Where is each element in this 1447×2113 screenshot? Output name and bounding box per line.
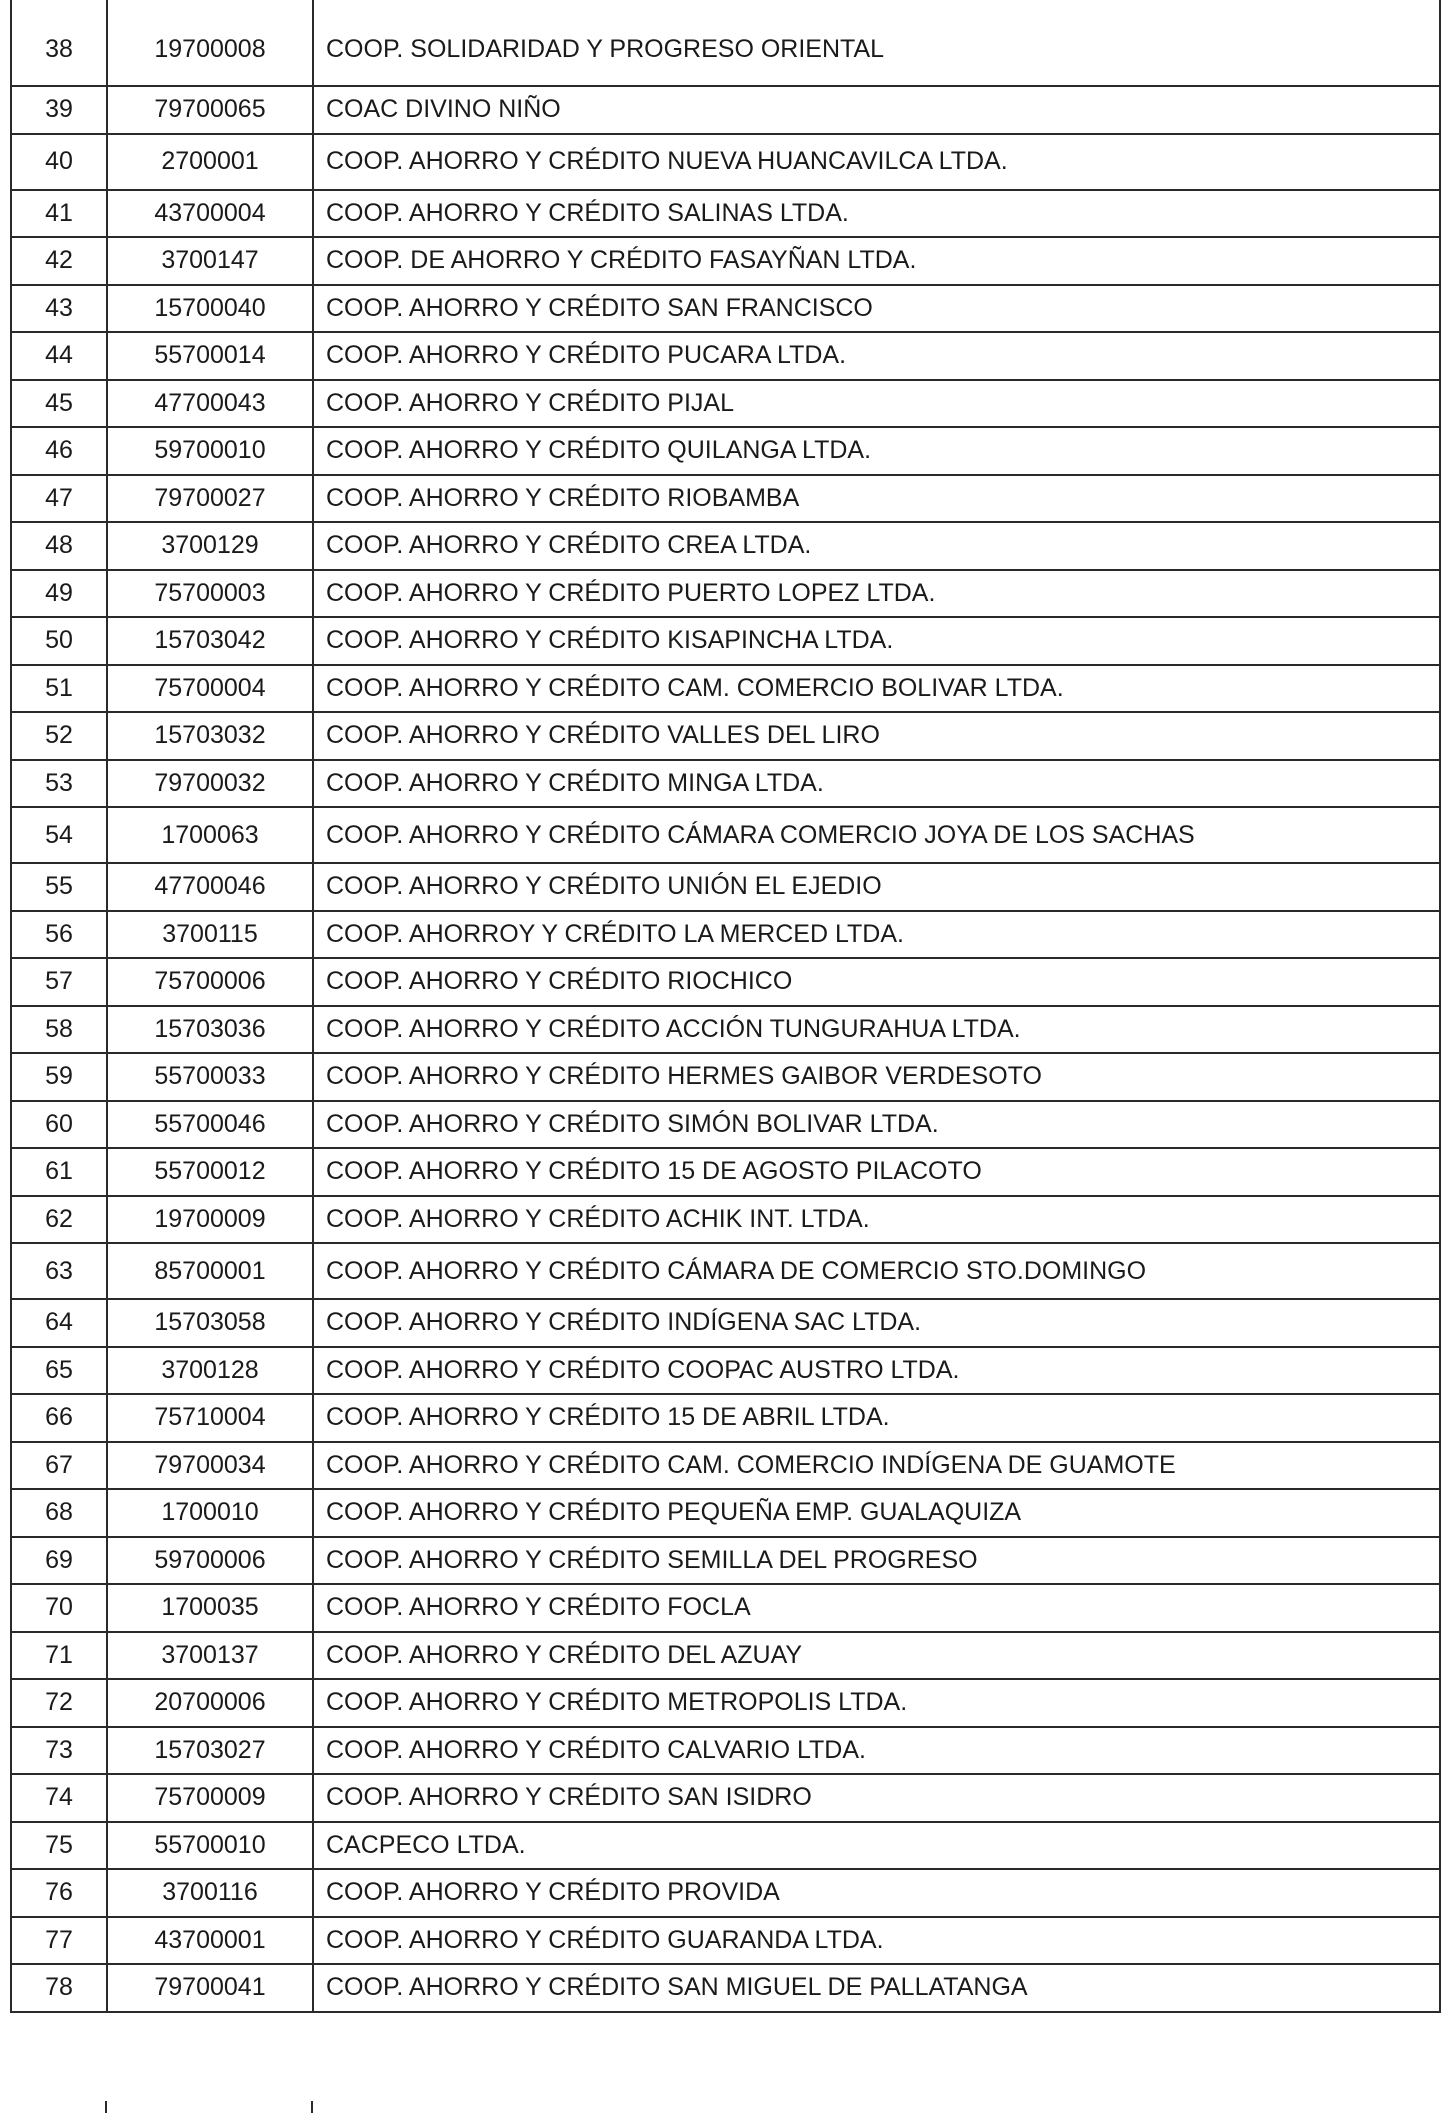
column-divider-stub bbox=[311, 2101, 313, 2113]
table-row bbox=[11, 1679, 1440, 1727]
table-row bbox=[11, 1006, 1440, 1054]
table-row bbox=[11, 1917, 1440, 1965]
row-number: 47 bbox=[11, 475, 107, 523]
row-number: 43 bbox=[11, 285, 107, 333]
row-number: 68 bbox=[11, 1489, 107, 1537]
row-code: 43700001 bbox=[107, 1917, 313, 1965]
table-row bbox=[11, 712, 1440, 760]
row-number: 75 bbox=[11, 1822, 107, 1870]
table-row bbox=[11, 1869, 1440, 1917]
row-code: 55700046 bbox=[107, 1101, 313, 1149]
table-body bbox=[11, 0, 1440, 2012]
row-code: 1700063 bbox=[107, 807, 313, 863]
table-row bbox=[11, 1727, 1440, 1775]
row-name: COOP. AHORRO Y CRÉDITO SIMÓN BOLIVAR LTDA. bbox=[313, 1101, 1440, 1149]
row-name: COOP. AHORRO Y CRÉDITO DEL AZUAY bbox=[313, 1632, 1440, 1680]
row-number: 48 bbox=[11, 522, 107, 570]
row-code: 75700004 bbox=[107, 665, 313, 713]
row-name: COOP. AHORRO Y CRÉDITO PROVIDA bbox=[313, 1869, 1440, 1917]
row-number: 52 bbox=[11, 712, 107, 760]
row-number: 39 bbox=[11, 86, 107, 134]
row-code: 79700065 bbox=[107, 86, 313, 134]
row-name: COOP. AHORRO Y CRÉDITO ACCIÓN TUNGURAHUA LTDA. bbox=[313, 1006, 1440, 1054]
table-row bbox=[11, 1347, 1440, 1395]
table-row bbox=[11, 380, 1440, 428]
table-row bbox=[11, 1774, 1440, 1822]
table-row bbox=[11, 1101, 1440, 1149]
table-row bbox=[11, 1822, 1440, 1870]
row-code: 19700009 bbox=[107, 1196, 313, 1244]
row-code: 15700040 bbox=[107, 285, 313, 333]
row-name: COOP. AHORRO Y CRÉDITO QUILANGA LTDA. bbox=[313, 427, 1440, 475]
row-number: 46 bbox=[11, 427, 107, 475]
row-number: 67 bbox=[11, 1442, 107, 1490]
row-number: 50 bbox=[11, 617, 107, 665]
table-row bbox=[11, 522, 1440, 570]
row-name: COOP. AHORRO Y CRÉDITO SAN ISIDRO bbox=[313, 1774, 1440, 1822]
row-number: 41 bbox=[11, 190, 107, 238]
row-name: COOP. AHORRO Y CRÉDITO SEMILLA DEL PROGRESO bbox=[313, 1537, 1440, 1585]
table-row bbox=[11, 190, 1440, 238]
row-name: COOP. AHORRO Y CRÉDITO VALLES DEL LIRO bbox=[313, 712, 1440, 760]
row-number: 56 bbox=[11, 911, 107, 959]
table-row bbox=[11, 807, 1440, 863]
row-name: CACPECO LTDA. bbox=[313, 1822, 1440, 1870]
row-number: 64 bbox=[11, 1299, 107, 1347]
row-name: COOP. SOLIDARIDAD Y PROGRESO ORIENTAL bbox=[313, 0, 1440, 86]
table-row bbox=[11, 134, 1440, 190]
row-number: 72 bbox=[11, 1679, 107, 1727]
table-row bbox=[11, 1196, 1440, 1244]
row-code: 3700137 bbox=[107, 1632, 313, 1680]
row-code: 75700009 bbox=[107, 1774, 313, 1822]
row-number: 62 bbox=[11, 1196, 107, 1244]
row-number: 63 bbox=[11, 1243, 107, 1299]
table-row bbox=[11, 1243, 1440, 1299]
table-row bbox=[11, 958, 1440, 1006]
row-name: COAC DIVINO NIÑO bbox=[313, 86, 1440, 134]
table-row bbox=[11, 332, 1440, 380]
row-name: COOP. AHORRO Y CRÉDITO CREA LTDA. bbox=[313, 522, 1440, 570]
table-row bbox=[11, 1394, 1440, 1442]
table-row bbox=[11, 911, 1440, 959]
row-code: 43700004 bbox=[107, 190, 313, 238]
row-name: COOP. AHORRO Y CRÉDITO ACHIK INT. LTDA. bbox=[313, 1196, 1440, 1244]
row-code: 47700043 bbox=[107, 380, 313, 428]
row-name: COOP. AHORRO Y CRÉDITO SALINAS LTDA. bbox=[313, 190, 1440, 238]
row-code: 79700027 bbox=[107, 475, 313, 523]
row-name: COOP. DE AHORRO Y CRÉDITO FASAYÑAN LTDA. bbox=[313, 237, 1440, 285]
row-number: 65 bbox=[11, 1347, 107, 1395]
row-code: 20700006 bbox=[107, 1679, 313, 1727]
table-row bbox=[11, 1148, 1440, 1196]
column-divider-stub bbox=[105, 2101, 107, 2113]
row-code: 15703036 bbox=[107, 1006, 313, 1054]
row-code: 3700147 bbox=[107, 237, 313, 285]
table-row bbox=[11, 617, 1440, 665]
table-row bbox=[11, 427, 1440, 475]
table-row bbox=[11, 285, 1440, 333]
row-name: COOP. AHORRO Y CRÉDITO RIOBAMBA bbox=[313, 475, 1440, 523]
row-code: 3700115 bbox=[107, 911, 313, 959]
table-row bbox=[11, 1299, 1440, 1347]
row-name: COOP. AHORRO Y CRÉDITO SAN MIGUEL DE PALLATANGA bbox=[313, 1964, 1440, 2012]
row-name: COOP. AHORRO Y CRÉDITO SAN FRANCISCO bbox=[313, 285, 1440, 333]
row-name: COOP. AHORRO Y CRÉDITO NUEVA HUANCAVILCA LTDA. bbox=[313, 134, 1440, 190]
row-number: 78 bbox=[11, 1964, 107, 2012]
row-code: 55700010 bbox=[107, 1822, 313, 1870]
row-code: 15703027 bbox=[107, 1727, 313, 1775]
table-row bbox=[11, 86, 1440, 134]
row-code: 19700008 bbox=[107, 0, 313, 86]
row-name: COOP. AHORRO Y CRÉDITO CALVARIO LTDA. bbox=[313, 1727, 1440, 1775]
row-number: 74 bbox=[11, 1774, 107, 1822]
row-code: 1700035 bbox=[107, 1584, 313, 1632]
table-row bbox=[11, 1442, 1440, 1490]
row-name: COOP. AHORRO Y CRÉDITO KISAPINCHA LTDA. bbox=[313, 617, 1440, 665]
row-number: 54 bbox=[11, 807, 107, 863]
table-row bbox=[11, 863, 1440, 911]
row-number: 76 bbox=[11, 1869, 107, 1917]
row-number: 60 bbox=[11, 1101, 107, 1149]
row-name: COOP. AHORRO Y CRÉDITO 15 DE ABRIL LTDA. bbox=[313, 1394, 1440, 1442]
row-code: 75710004 bbox=[107, 1394, 313, 1442]
row-number: 40 bbox=[11, 134, 107, 190]
row-number: 38 bbox=[11, 0, 107, 86]
row-number: 55 bbox=[11, 863, 107, 911]
table-row bbox=[11, 0, 1440, 86]
row-name: COOP. AHORRO Y CRÉDITO PEQUEÑA EMP. GUALAQUIZA bbox=[313, 1489, 1440, 1537]
row-code: 15703058 bbox=[107, 1299, 313, 1347]
table-row bbox=[11, 237, 1440, 285]
row-code: 55700014 bbox=[107, 332, 313, 380]
row-name: COOP. AHORRO Y CRÉDITO CAM. COMERCIO INDÍGENA DE GUAMOTE bbox=[313, 1442, 1440, 1490]
row-number: 71 bbox=[11, 1632, 107, 1680]
table-row bbox=[11, 475, 1440, 523]
row-code: 3700116 bbox=[107, 1869, 313, 1917]
row-code: 3700128 bbox=[107, 1347, 313, 1395]
table-row bbox=[11, 1964, 1440, 2012]
row-code: 55700033 bbox=[107, 1053, 313, 1101]
row-number: 70 bbox=[11, 1584, 107, 1632]
row-code: 47700046 bbox=[107, 863, 313, 911]
row-name: COOP. AHORRO Y CRÉDITO CÁMARA COMERCIO JOYA DE LOS SACHAS bbox=[313, 807, 1440, 863]
row-name: COOP. AHORRO Y CRÉDITO INDÍGENA SAC LTDA. bbox=[313, 1299, 1440, 1347]
table-row bbox=[11, 1632, 1440, 1680]
row-number: 73 bbox=[11, 1727, 107, 1775]
row-number: 69 bbox=[11, 1537, 107, 1585]
row-number: 49 bbox=[11, 570, 107, 618]
row-code: 79700041 bbox=[107, 1964, 313, 2012]
row-number: 53 bbox=[11, 760, 107, 808]
table-row bbox=[11, 570, 1440, 618]
row-code: 55700012 bbox=[107, 1148, 313, 1196]
row-code: 1700010 bbox=[107, 1489, 313, 1537]
row-code: 75700003 bbox=[107, 570, 313, 618]
row-code: 3700129 bbox=[107, 522, 313, 570]
table-row bbox=[11, 1053, 1440, 1101]
table-row bbox=[11, 1584, 1440, 1632]
row-name: COOP. AHORRO Y CRÉDITO CAM. COMERCIO BOLIVAR LTDA. bbox=[313, 665, 1440, 713]
row-code: 75700006 bbox=[107, 958, 313, 1006]
row-number: 59 bbox=[11, 1053, 107, 1101]
row-number: 77 bbox=[11, 1917, 107, 1965]
row-name: COOP. AHORRO Y CRÉDITO PUCARA LTDA. bbox=[313, 332, 1440, 380]
row-number: 44 bbox=[11, 332, 107, 380]
row-name: COOP. AHORRO Y CRÉDITO METROPOLIS LTDA. bbox=[313, 1679, 1440, 1727]
row-name: COOP. AHORRO Y CRÉDITO PIJAL bbox=[313, 380, 1440, 428]
row-number: 57 bbox=[11, 958, 107, 1006]
row-name: COOP. AHORRO Y CRÉDITO FOCLA bbox=[313, 1584, 1440, 1632]
table-row bbox=[11, 1537, 1440, 1585]
cooperatives-table bbox=[10, 0, 1441, 2013]
row-code: 15703032 bbox=[107, 712, 313, 760]
table-row bbox=[11, 760, 1440, 808]
row-name: COOP. AHORRO Y CRÉDITO COOPAC AUSTRO LTDA. bbox=[313, 1347, 1440, 1395]
row-name: COOP. AHORRO Y CRÉDITO 15 DE AGOSTO PILACOTO bbox=[313, 1148, 1440, 1196]
row-code: 2700001 bbox=[107, 134, 313, 190]
row-name: COOP. AHORROY Y CRÉDITO LA MERCED LTDA. bbox=[313, 911, 1440, 959]
row-name: COOP. AHORRO Y CRÉDITO RIOCHICO bbox=[313, 958, 1440, 1006]
row-name: COOP. AHORRO Y CRÉDITO MINGA LTDA. bbox=[313, 760, 1440, 808]
row-name: COOP. AHORRO Y CRÉDITO CÁMARA DE COMERCIO STO.DOMINGO bbox=[313, 1243, 1440, 1299]
row-number: 51 bbox=[11, 665, 107, 713]
row-number: 66 bbox=[11, 1394, 107, 1442]
row-number: 45 bbox=[11, 380, 107, 428]
row-code: 79700032 bbox=[107, 760, 313, 808]
row-number: 42 bbox=[11, 237, 107, 285]
row-name: COOP. AHORRO Y CRÉDITO GUARANDA LTDA. bbox=[313, 1917, 1440, 1965]
row-code: 59700010 bbox=[107, 427, 313, 475]
row-name: COOP. AHORRO Y CRÉDITO HERMES GAIBOR VERDESOTO bbox=[313, 1053, 1440, 1101]
table-row bbox=[11, 665, 1440, 713]
row-name: COOP. AHORRO Y CRÉDITO UNIÓN EL EJEDIO bbox=[313, 863, 1440, 911]
row-number: 61 bbox=[11, 1148, 107, 1196]
row-code: 59700006 bbox=[107, 1537, 313, 1585]
row-number: 58 bbox=[11, 1006, 107, 1054]
row-code: 79700034 bbox=[107, 1442, 313, 1490]
row-name: COOP. AHORRO Y CRÉDITO PUERTO LOPEZ LTDA. bbox=[313, 570, 1440, 618]
table-row bbox=[11, 1489, 1440, 1537]
row-code: 15703042 bbox=[107, 617, 313, 665]
row-code: 85700001 bbox=[107, 1243, 313, 1299]
